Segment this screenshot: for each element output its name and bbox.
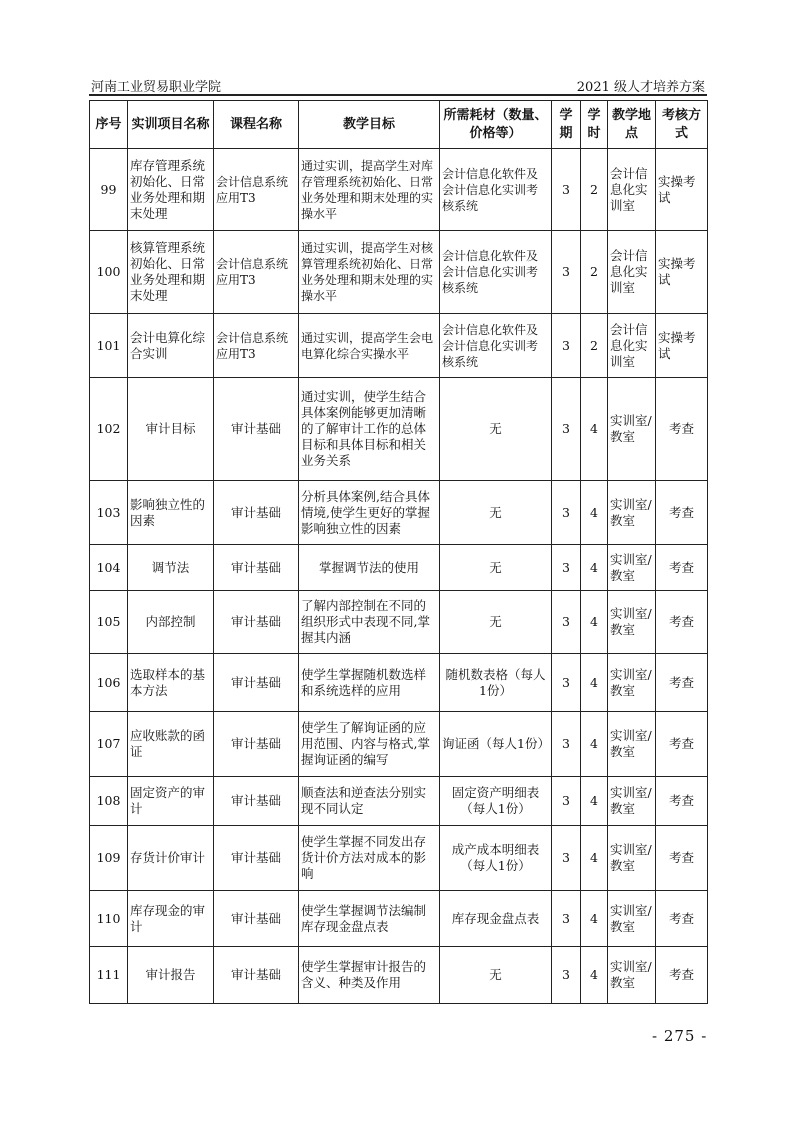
cell-project: 存货计价审计: [128, 826, 214, 891]
table-header-row: [90, 101, 708, 149]
col-header-no: 序号: [90, 101, 128, 149]
cell-place: 实训室/教室: [608, 947, 656, 1004]
cell-no: 111: [90, 947, 128, 1004]
cell-hours: 4: [581, 891, 608, 947]
col-header-project: 实训项目名称: [128, 101, 214, 149]
cell-term: 3: [552, 378, 581, 481]
cell-project: 审计目标: [128, 378, 214, 481]
cell-course: 审计基础: [214, 777, 299, 826]
cell-no: 100: [90, 231, 128, 314]
col-header-place: 教学地点: [608, 101, 656, 149]
cell-goal: 顺查法和逆查法分别实现不同认定: [299, 777, 440, 826]
cell-exam: 考查: [656, 826, 708, 891]
cell-no: 108: [90, 777, 128, 826]
cell-goal: 使学生了解询证函的应用范围、内容与格式,掌握询证函的编写: [299, 712, 440, 777]
cell-no: 105: [90, 591, 128, 654]
cell-place: 实训室/教室: [608, 826, 656, 891]
cell-exam: 实操考试: [656, 231, 708, 314]
table-row: [90, 947, 708, 1004]
cell-place: 实训室/教室: [608, 545, 656, 591]
document-title: 2021 级人才培养方案: [576, 80, 705, 95]
cell-goal: 使学生掌握随机数选样和系统选样的应用: [299, 654, 440, 712]
cell-exam: 考查: [656, 591, 708, 654]
cell-goal: 通过实训，提高学生对库存管理系统初始化、日常业务处理和期末处理的实操水平: [299, 149, 440, 231]
col-header-term: 学期: [552, 101, 581, 149]
table-row: [90, 591, 708, 654]
cell-place: 实训室/教室: [608, 777, 656, 826]
cell-term: 3: [552, 545, 581, 591]
cell-material: 无: [440, 481, 552, 545]
cell-course: 会计信息系统应用T3: [214, 149, 299, 231]
cell-hours: 4: [581, 777, 608, 826]
page-number: - 275 -: [652, 1027, 708, 1045]
cell-project: 库存管理系统初始化、日常业务处理和期末处理: [128, 149, 214, 231]
cell-course: 会计信息系统应用T3: [214, 314, 299, 378]
cell-hours: 4: [581, 545, 608, 591]
cell-term: 3: [552, 947, 581, 1004]
cell-exam: 考查: [656, 947, 708, 1004]
cell-exam: 考查: [656, 891, 708, 947]
cell-place: 实训室/教室: [608, 481, 656, 545]
page-header: [89, 76, 707, 94]
table-row: [90, 378, 708, 481]
cell-goal: 使学生掌握不同发出存货计价方法对成本的影响: [299, 826, 440, 891]
col-header-goal: 教学目标: [299, 101, 440, 149]
cell-course: 审计基础: [214, 891, 299, 947]
cell-exam: 实操考试: [656, 149, 708, 231]
cell-material: 无: [440, 591, 552, 654]
cell-hours: 4: [581, 947, 608, 1004]
cell-goal: 了解内部控制在不同的组织形式中表现不同,掌握其内涵: [299, 591, 440, 654]
cell-place: 实训室/教室: [608, 891, 656, 947]
cell-hours: 2: [581, 314, 608, 378]
cell-no: 110: [90, 891, 128, 947]
cell-no: 106: [90, 654, 128, 712]
cell-place: 会计信息化实训室: [608, 314, 656, 378]
col-header-exam: 考核方式: [656, 101, 708, 149]
cell-material: 会计信息化软件及会计信息化实训考核系统: [440, 149, 552, 231]
cell-course: 审计基础: [214, 654, 299, 712]
cell-project: 审计报告: [128, 947, 214, 1004]
cell-no: 103: [90, 481, 128, 545]
cell-term: 3: [552, 591, 581, 654]
cell-material: 无: [440, 378, 552, 481]
cell-goal: 使学生掌握审计报告的含义、种类及作用: [299, 947, 440, 1004]
cell-project: 应收账款的函证: [128, 712, 214, 777]
cell-place: 实训室/教室: [608, 378, 656, 481]
school-name: 河南工业贸易职业学院: [91, 80, 222, 95]
cell-no: 99: [90, 149, 128, 231]
cell-exam: 考查: [656, 777, 708, 826]
cell-no: 107: [90, 712, 128, 777]
header-rule: [89, 94, 707, 96]
cell-place: 会计信息化实训室: [608, 231, 656, 314]
cell-term: 3: [552, 481, 581, 545]
cell-hours: 2: [581, 231, 608, 314]
cell-material: 随机数表格（每人1份）: [440, 654, 552, 712]
cell-term: 3: [552, 654, 581, 712]
cell-hours: 4: [581, 481, 608, 545]
cell-term: 3: [552, 712, 581, 777]
cell-no: 109: [90, 826, 128, 891]
table-row: [90, 712, 708, 777]
cell-term: 3: [552, 826, 581, 891]
table-row: [90, 777, 708, 826]
cell-place: 实训室/教室: [608, 712, 656, 777]
cell-course: 审计基础: [214, 591, 299, 654]
cell-exam: 实操考试: [656, 314, 708, 378]
cell-no: 104: [90, 545, 128, 591]
cell-project: 固定资产的审计: [128, 777, 214, 826]
cell-course: 审计基础: [214, 947, 299, 1004]
cell-project: 选取样本的基本方法: [128, 654, 214, 712]
cell-course: 会计信息系统应用T3: [214, 231, 299, 314]
col-header-hours: 学时: [581, 101, 608, 149]
table-row: [90, 481, 708, 545]
col-header-course: 课程名称: [214, 101, 299, 149]
cell-material: 成产成本明细表（每人1份）: [440, 826, 552, 891]
cell-project: 调节法: [128, 545, 214, 591]
cell-hours: 4: [581, 654, 608, 712]
table-row: [90, 545, 708, 591]
cell-goal: 掌握调节法的使用: [299, 545, 440, 591]
cell-exam: 考查: [656, 481, 708, 545]
cell-term: 3: [552, 777, 581, 826]
cell-goal: 使学生掌握调节法编制库存现金盘点表: [299, 891, 440, 947]
cell-material: 无: [440, 545, 552, 591]
cell-course: 审计基础: [214, 826, 299, 891]
cell-project: 影响独立性的因素: [128, 481, 214, 545]
cell-exam: 考查: [656, 654, 708, 712]
cell-place: 实训室/教室: [608, 654, 656, 712]
cell-term: 3: [552, 314, 581, 378]
cell-material: 无: [440, 947, 552, 1004]
cell-hours: 4: [581, 378, 608, 481]
cell-term: 3: [552, 231, 581, 314]
cell-project: 内部控制: [128, 591, 214, 654]
cell-hours: 4: [581, 826, 608, 891]
cell-hours: 4: [581, 712, 608, 777]
cell-material: 询证函（每人1份）: [440, 712, 552, 777]
cell-material: 库存现金盘点表: [440, 891, 552, 947]
cell-project: 库存现金的审计: [128, 891, 214, 947]
cell-material: 会计信息化软件及会计信息化实训考核系统: [440, 231, 552, 314]
cell-no: 102: [90, 378, 128, 481]
table-row: [90, 149, 708, 231]
training-table: [89, 100, 708, 1004]
table-row: [90, 314, 708, 378]
cell-place: 会计信息化实训室: [608, 149, 656, 231]
cell-goal: 通过实训，提高学生会电电算化综合实操水平: [299, 314, 440, 378]
cell-exam: 考查: [656, 378, 708, 481]
cell-course: 审计基础: [214, 712, 299, 777]
cell-material: 固定资产明细表（每人1份）: [440, 777, 552, 826]
cell-hours: 2: [581, 149, 608, 231]
cell-goal: 分析具体案例,结合具体情境,使学生更好的掌握影响独立性的因素: [299, 481, 440, 545]
cell-course: 审计基础: [214, 378, 299, 481]
cell-project: 会计电算化综合实训: [128, 314, 214, 378]
table-row: [90, 231, 708, 314]
cell-exam: 考查: [656, 712, 708, 777]
cell-hours: 4: [581, 591, 608, 654]
cell-course: 审计基础: [214, 481, 299, 545]
cell-term: 3: [552, 891, 581, 947]
table-row: [90, 654, 708, 712]
cell-place: 实训室/教室: [608, 591, 656, 654]
table-row: [90, 891, 708, 947]
cell-project: 核算管理系统初始化、日常业务处理和期末处理: [128, 231, 214, 314]
cell-course: 审计基础: [214, 545, 299, 591]
cell-no: 101: [90, 314, 128, 378]
cell-goal: 通过实训，提高学生对核算管理系统初始化、日常业务处理和期末处理的实操水平: [299, 231, 440, 314]
col-header-material: 所需耗材（数量、价格等）: [440, 101, 552, 149]
cell-term: 3: [552, 149, 581, 231]
cell-material: 会计信息化软件及会计信息化实训考核系统: [440, 314, 552, 378]
table-row: [90, 826, 708, 891]
cell-exam: 考查: [656, 545, 708, 591]
cell-goal: 通过实训，使学生结合具体案例能够更加清晰的了解审计工作的总体目标和具体目标和相关业务关系: [299, 378, 440, 481]
